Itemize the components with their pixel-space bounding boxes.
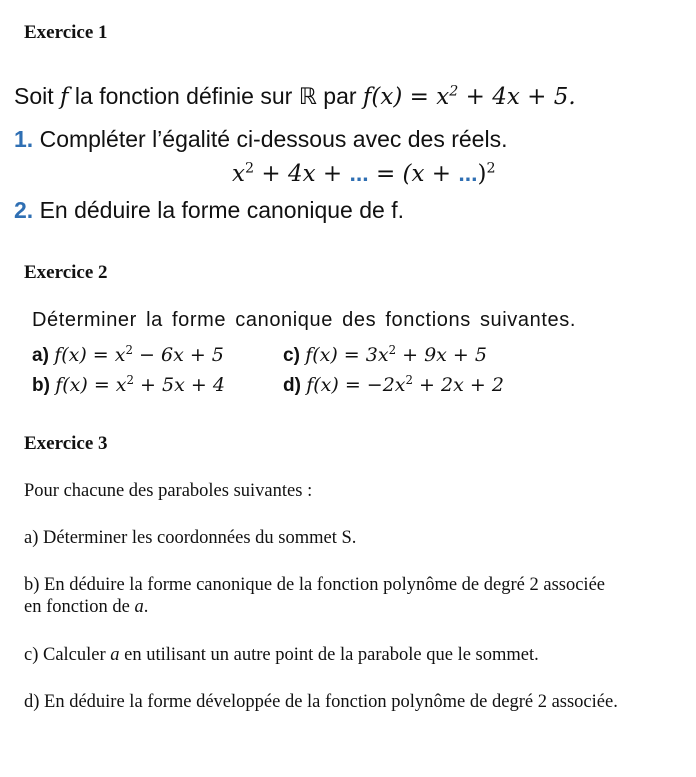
exercise-2-item-a xyxy=(32,344,224,367)
exercise-3-intro: Pour chacune des paraboles suivantes : xyxy=(24,481,313,501)
item-c-rhs: + 9x + 5 xyxy=(396,344,487,366)
exercise-1-title: Exercice 1 xyxy=(24,22,108,43)
intro-formula-exp: 2 xyxy=(449,83,459,100)
exercise-2-item-c xyxy=(283,344,487,367)
intro-f: f xyxy=(60,84,69,110)
question-b-var: a xyxy=(134,597,144,617)
question-c-prefix: c) Calculer xyxy=(24,645,111,665)
question-2-text: En déduire la forme canonique de f. xyxy=(39,197,404,223)
intro-formula xyxy=(363,84,576,110)
question-b-prefix: en fonction de xyxy=(24,597,135,617)
item-b-rhs: + 5x + 4 xyxy=(134,374,225,396)
item-a-label: a) xyxy=(32,345,49,366)
question-b-suffix: . xyxy=(143,597,149,617)
item-d-formula xyxy=(306,374,504,396)
item-b-lhs: f(x) = x xyxy=(55,374,127,396)
item-b-exp: 2 xyxy=(126,372,135,387)
exercise-2-item-d xyxy=(283,374,504,397)
exercise-3-question-a: a) Déterminer les coordonnées du sommet S. xyxy=(24,528,357,548)
item-c-lhs: f(x) = 3x xyxy=(305,344,389,366)
item-b-label: b) xyxy=(32,375,50,396)
item-b-formula xyxy=(55,374,225,396)
eq-blank-2: ... xyxy=(458,160,478,186)
item-a-formula xyxy=(54,344,224,366)
question-1-number: 1. xyxy=(14,126,34,152)
item-c-formula xyxy=(305,344,487,366)
exercise-1-intro xyxy=(14,83,576,110)
exercise-3-question-b-line-1: b) En déduire la forme canonique de la fonction polynôme de degré 2 associée xyxy=(24,575,605,595)
intro-formula-lhs: f(x) = x xyxy=(362,84,450,110)
eq-d-exp: 2 xyxy=(486,160,496,177)
item-d-label: d) xyxy=(283,375,301,396)
eq-b: + 4x + xyxy=(254,161,350,187)
intro-formula-rhs: + 4x + 5. xyxy=(458,84,576,110)
exercise-3-question-b-line-2 xyxy=(24,597,148,618)
item-c-label: c) xyxy=(283,345,300,366)
eq-a-exp: 2 xyxy=(244,160,255,177)
exercise-2-intro: Déterminer la forme canonique des fonctions suivantes. xyxy=(32,309,576,331)
exercise-3-title: Exercice 3 xyxy=(24,433,108,454)
item-d-exp: 2 xyxy=(405,372,414,387)
question-2-number: 2. xyxy=(14,197,34,223)
question-c-suffix: en utilisant un autre point de la parabole que le sommet. xyxy=(119,645,539,665)
question-c-var: a xyxy=(110,645,120,665)
exercise-1-question-2 xyxy=(14,197,404,224)
eq-a: x xyxy=(232,161,245,187)
item-c-exp: 2 xyxy=(388,342,397,357)
item-a-exp: 2 xyxy=(125,342,133,357)
intro-mid: la fonction définie sur ℝ par xyxy=(68,83,363,109)
item-a-rhs: − 6x + 5 xyxy=(132,344,224,366)
eq-d: ) xyxy=(477,161,487,187)
exercise-2-item-b xyxy=(32,374,225,397)
eq-c: = (x + xyxy=(368,161,459,187)
exercise-1-question-1 xyxy=(14,126,507,153)
item-d-rhs: + 2x + 2 xyxy=(413,374,504,396)
intro-prefix: Soit xyxy=(14,83,61,109)
eq-blank-1: ... xyxy=(349,160,369,186)
exercise-1-equation xyxy=(232,160,496,187)
question-1-text: Compléter l’égalité ci-dessous avec des réels. xyxy=(39,126,508,152)
exercise-3-question-d: d) En déduire la forme développée de la fonction polynôme de degré 2 associée. xyxy=(24,692,618,712)
exercise-2-title: Exercice 2 xyxy=(24,262,108,283)
exercise-3-question-c xyxy=(24,645,539,666)
item-a-lhs: f(x) = x xyxy=(54,344,126,366)
item-d-lhs: f(x) = −2x xyxy=(306,374,406,396)
